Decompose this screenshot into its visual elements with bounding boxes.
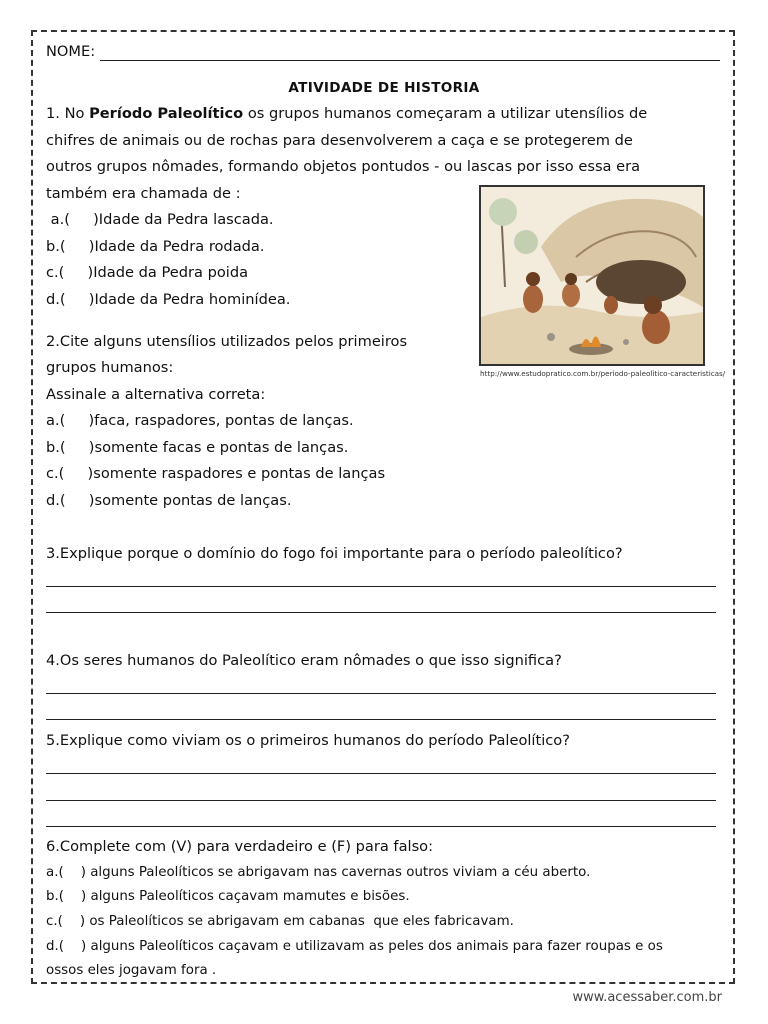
q5-answer-line-1[interactable]	[46, 773, 716, 774]
q1-option-a[interactable]: a.( )Idade da Pedra lascada.	[46, 211, 274, 228]
q3-answer-line-1[interactable]	[46, 586, 716, 587]
q5-prompt: 5.Explique como viviam os o primeiros humanos do período Paleolítico?	[46, 732, 570, 749]
q3-answer-line-2[interactable]	[46, 612, 716, 613]
q1-option-b[interactable]: b.( )Idade da Pedra rodada.	[46, 238, 265, 255]
footer-website: www.acessaber.com.br	[572, 990, 722, 1005]
q5-answer-line-2[interactable]	[46, 800, 716, 801]
q2-line-2: grupos humanos:	[46, 359, 174, 376]
q1-line-2: chifres de animais ou de rochas para desenvolverem a caça e se protegerem de	[46, 132, 633, 149]
nome-answer-line[interactable]	[100, 60, 720, 61]
q4-answer-line-2[interactable]	[46, 719, 716, 720]
nome-label: NOME:	[46, 43, 96, 60]
q2-line-1: 2.Cite alguns utensílios utilizados pelos primeiros	[46, 333, 408, 350]
q6-item-c[interactable]: c.( ) os Paleolíticos se abrigavam em cabanas que eles fabricavam.	[46, 914, 514, 929]
q4-prompt: 4.Os seres humanos do Paleolítico eram nômades o que isso significa?	[46, 652, 562, 669]
q1-line-1: 1. No Período Paleolítico os grupos humanos começaram a utilizar utensílios de	[46, 105, 648, 122]
q1-option-c[interactable]: c.( )Idade da Pedra poida	[46, 264, 249, 281]
q6-item-d[interactable]: d.( ) alguns Paleolíticos caçavam e utilizavam as peles dos animais para fazer roupas e os	[46, 939, 663, 954]
q1-line-4: também era chamada de :	[46, 185, 241, 202]
q1-option-d[interactable]: d.( )Idade da Pedra hominídea.	[46, 291, 291, 308]
q2-option-c[interactable]: c.( )somente raspadores e pontas de lanças	[46, 465, 386, 482]
image-source-caption: http://www.estudopratico.com.br/periodo-paleolitico-caracteristicas/	[480, 369, 726, 378]
paleolithic-illustration	[479, 185, 705, 366]
q4-answer-line-1[interactable]	[46, 693, 716, 694]
page-title: ATIVIDADE DE HISTORIA	[288, 80, 480, 96]
q2-line-3: Assinale a alternativa correta:	[46, 386, 266, 403]
q5-answer-line-3[interactable]	[46, 826, 716, 827]
q2-option-a[interactable]: a.( )faca, raspadores, pontas de lanças.	[46, 412, 354, 429]
q6-item-d-continuation: ossos eles jogavam fora .	[46, 963, 217, 978]
q1-bold-term: Período Paleolítico	[89, 105, 244, 122]
q6-item-b[interactable]: b.( ) alguns Paleolíticos caçavam mamutes e bisões.	[46, 889, 410, 904]
q2-option-b[interactable]: b.( )somente facas e pontas de lanças.	[46, 439, 349, 456]
q2-option-d[interactable]: d.( )somente pontas de lanças.	[46, 492, 292, 509]
q3-prompt: 3.Explique porque o domínio do fogo foi importante para o período paleolítico?	[46, 545, 623, 562]
q1-line-3: outros grupos nômades, formando objetos pontudos - ou lascas por isso essa era	[46, 158, 641, 175]
q6-item-a[interactable]: a.( ) alguns Paleolíticos se abrigavam nas cavernas outros viviam a céu aberto.	[46, 865, 591, 880]
q6-prompt: 6.Complete com (V) para verdadeiro e (F) para falso:	[46, 838, 434, 855]
